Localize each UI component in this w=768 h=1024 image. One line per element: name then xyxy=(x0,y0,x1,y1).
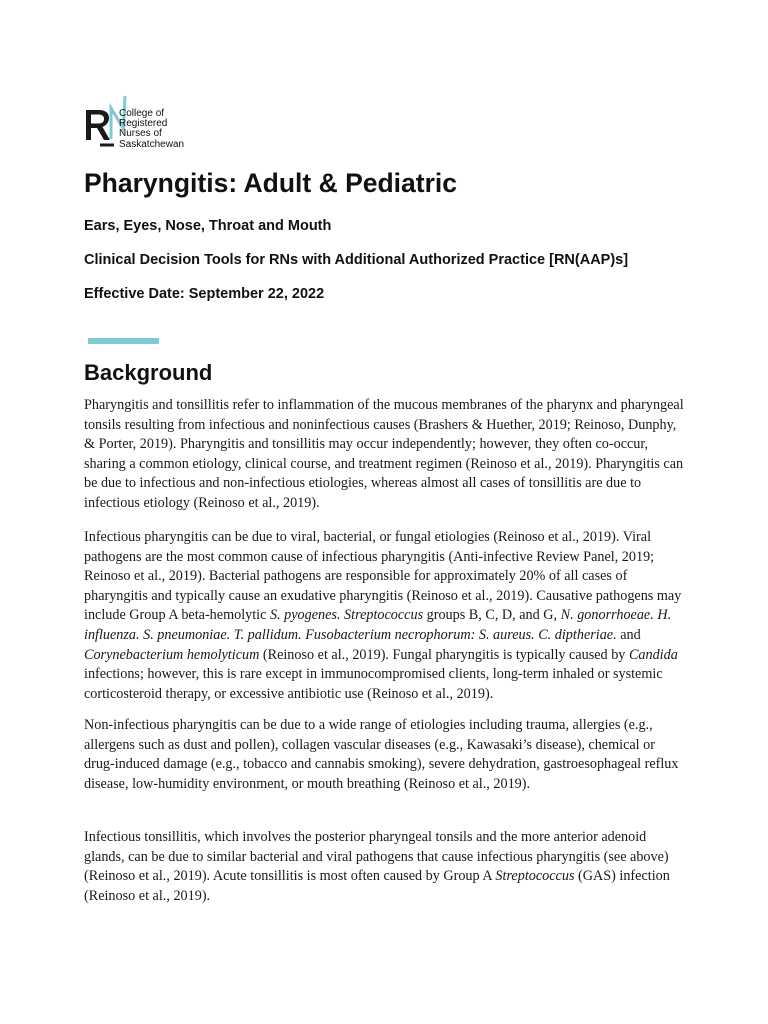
logo-wordmark xyxy=(119,109,184,150)
text-run: Infectious pharyngitis can be due to viral, bacterial, or fungal etiologies (Reinoso et al., 2019). Viral pathogens are the most common cause of infectious pharyngitis (Anti-infective Review Panel, 2019; Reinoso et al., 2019). Bacterial pathogens are responsible for approximately 20% of all cases of pharyngitis and typically cause an exudative pharyngitis (Reinoso et al., 2019). Causative pathogens may include Group A beta-hemolytic xyxy=(84,529,682,624)
text-run: infections; however, this is rare except in immunocompromised clients, long-term inhaled or systemic corticosteroid therapy, or excessive antibiotic use (Reinoso et al., 2019). xyxy=(84,666,663,702)
logo-line: Nurses of xyxy=(119,128,162,140)
paragraph-3 xyxy=(84,716,684,794)
paragraph-1 xyxy=(84,396,684,514)
logo-line: College of xyxy=(119,108,165,119)
logo-line: Registered xyxy=(119,118,168,130)
text-run: Infectious tonsillitis, which involves the posterior pharyngeal tonsils and the more anterior adenoid glands, can be due to similar bacterial and viral pathogens that cause infectious pharyngitis (see above) (Reinoso et al., 2019). Acute tonsillitis is most often caused by Group A xyxy=(84,829,669,885)
italic-run: Streptococcus xyxy=(495,868,575,885)
text-run: and xyxy=(616,626,641,643)
logo-line: Saskatchewan xyxy=(119,138,185,150)
paragraph-2 xyxy=(84,528,684,704)
italic-run: Corynebacterium hemolyticum xyxy=(84,646,260,663)
text-run: (GAS) infection (Reinoso et al., 2019). xyxy=(84,868,670,904)
italic-run: Candida xyxy=(628,646,678,663)
accent-divider xyxy=(88,338,159,344)
tool-line: Clinical Decision Tools for RNs with Additional Authorized Practice [RN(AAP)s] xyxy=(84,252,629,268)
document-subtitle: Ears, Eyes, Nose, Throat and Mouth xyxy=(84,218,332,234)
document-title: Pharyngitis: Adult & Pediatric xyxy=(84,168,458,198)
effective-date: Effective Date: September 22, 2022 xyxy=(84,286,325,302)
italic-run: S. pyogenes. Streptococcus xyxy=(269,607,424,624)
text-run: Non-infectious pharyngitis can be due to a wide range of etiologies including trauma, allergies (e.g., allergens such as dust and pollen), collagen vascular diseases (e.g., Kawasaki’s disease), chemical or drug-induced damage (e.g., tobacco and cannabis smoking), severe dehydration, gastroesophageal reflux disease, low-humidity environment, or mouth breathing (Reinoso et al., 2019). xyxy=(84,717,679,792)
section-heading-background: Background xyxy=(84,360,213,385)
italic-run: N. gonorrhoeae. H. influenza. S. pneumoniae. T. pallidum. Fusobacterium necrophorum: S. aureus. C. diptheriae. xyxy=(84,607,672,643)
paragraph-4 xyxy=(84,828,684,906)
text-run: Pharyngitis and tonsillitis refer to inflammation of the mucous membranes of the pharynx and pharyngeal tonsils resulting from infectious and noninfectious causes (Brashers & Huether, 2019; Reinoso, Dunphy, & Porter, 2019). Pharyngitis and tonsillitis may occur independently; however, they often co-occur, sharing a common etiology, clinical course, and treatment regimen (Reinoso et al., 2019). Pharyngitis can be due to infectious and non-infectious etiologies, whereas almost all cases of tonsillitis are due to infectious etiology (Reinoso et al., 2019). xyxy=(84,397,684,511)
text-run: (Reinoso et al., 2019). Fungal pharyngitis is typically caused by xyxy=(259,646,629,663)
text-run: groups B, C, D, and G, xyxy=(423,607,561,624)
